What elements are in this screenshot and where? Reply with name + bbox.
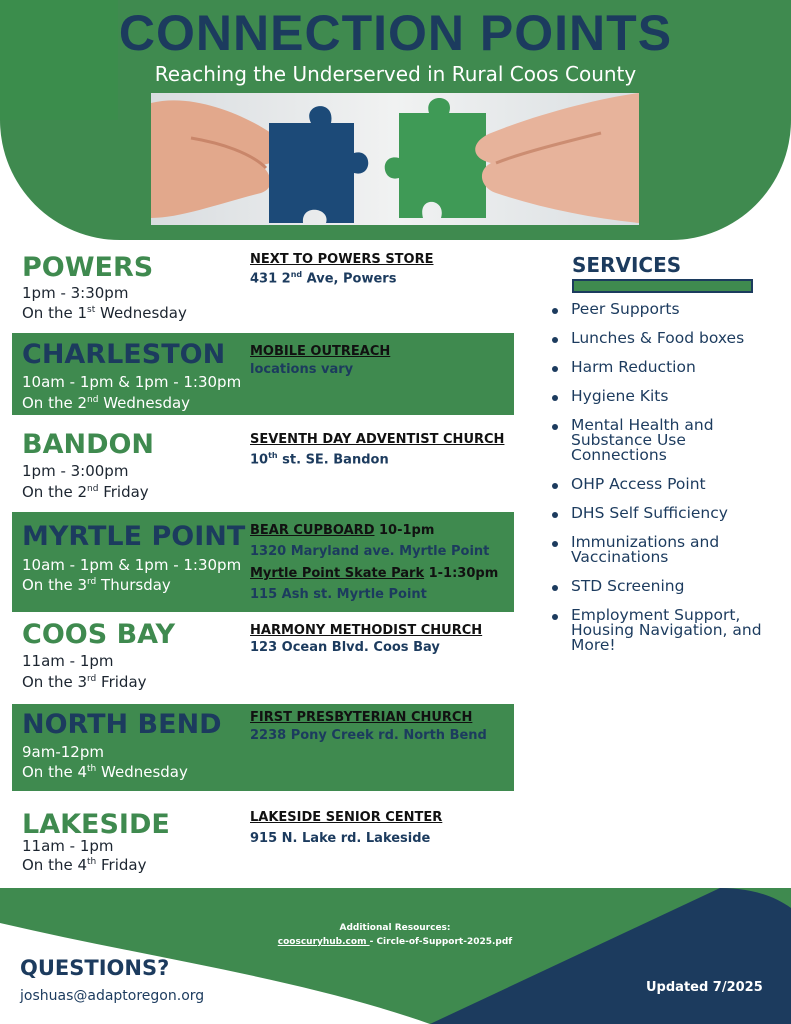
city-name: COOS BAY bbox=[22, 619, 176, 650]
location-row-powers bbox=[12, 246, 514, 328]
venue-address: 915 N. Lake rd. Lakeside bbox=[250, 831, 431, 846]
puzzle-illustration bbox=[151, 93, 639, 225]
time-range: 1pm - 3:30pm bbox=[22, 284, 129, 302]
city-name: MYRTLE POINT bbox=[22, 521, 246, 552]
left-hand-shape bbox=[151, 100, 282, 218]
city-name: CHARLESTON bbox=[22, 339, 226, 370]
list-item: Immunizations and Vaccinations bbox=[552, 535, 782, 565]
blue-puzzle-piece bbox=[269, 106, 368, 223]
venue-name: FIRST PRESBYTERIAN CHURCH bbox=[250, 710, 473, 725]
schedule: On the 2nd Wednesday bbox=[22, 394, 191, 412]
list-item: Harm Reduction bbox=[552, 360, 782, 375]
resources-file: - Circle-of-Support-2025.pdf bbox=[369, 937, 513, 947]
time-range: 10am - 1pm & 1pm - 1:30pm bbox=[22, 373, 242, 391]
city-name: POWERS bbox=[22, 252, 154, 283]
venue-name: SEVENTH DAY ADVENTIST CHURCH bbox=[250, 432, 505, 447]
venue-address: locations vary bbox=[250, 362, 354, 377]
venue-time: 10-1pm bbox=[374, 523, 435, 538]
services-underline-bar bbox=[572, 279, 753, 293]
schedule: On the 2nd Friday bbox=[22, 483, 149, 501]
location-row-lakeside bbox=[12, 805, 514, 885]
city-name: NORTH BEND bbox=[22, 709, 222, 740]
schedule: On the 1st Wednesday bbox=[22, 304, 187, 322]
list-item: Peer Supports bbox=[552, 302, 782, 317]
venue-line-2 bbox=[250, 566, 498, 581]
venue-name: MOBILE OUTREACH bbox=[250, 344, 391, 359]
list-item: DHS Self Sufficiency bbox=[552, 506, 782, 521]
schedule: On the 3rd Friday bbox=[22, 673, 147, 691]
questions-heading: QUESTIONS? bbox=[20, 956, 170, 980]
schedule: On the 4th Friday bbox=[22, 856, 147, 874]
time-range: 10am - 1pm & 1pm - 1:30pm bbox=[22, 556, 242, 574]
page-subtitle: Reaching the Underserved in Rural Coos County bbox=[154, 62, 637, 86]
puzzle-hands-image bbox=[151, 93, 639, 225]
right-hand-shape bbox=[475, 93, 639, 223]
green-puzzle-piece bbox=[385, 98, 486, 218]
resources-line bbox=[250, 937, 540, 947]
resources-label: Additional Resources: bbox=[339, 923, 451, 933]
time-range: 1pm - 3:00pm bbox=[22, 462, 129, 480]
venue-address: 431 2nd Ave, Powers bbox=[250, 270, 397, 287]
list-item: Hygiene Kits bbox=[552, 389, 782, 404]
venue-time-2: 1-1:30pm bbox=[424, 566, 499, 581]
city-name: LAKESIDE bbox=[22, 809, 170, 840]
venue-name: BEAR CUPBOARD bbox=[250, 523, 375, 538]
services-list bbox=[552, 302, 782, 653]
location-row-north-bend bbox=[12, 704, 514, 791]
list-item: Employment Support, Housing Navigation, and More! bbox=[552, 608, 782, 653]
list-item: Mental Health and Substance Use Connections bbox=[552, 418, 782, 463]
venue-address: 2238 Pony Creek rd. North Bend bbox=[250, 728, 487, 743]
venue-address: 123 Ocean Blvd. Coos Bay bbox=[250, 640, 440, 655]
time-range: 11am - 1pm bbox=[22, 837, 114, 855]
location-row-charleston bbox=[12, 333, 514, 415]
time-range: 9am-12pm bbox=[22, 743, 104, 761]
resources-link[interactable]: cooscuryhub.com bbox=[277, 937, 370, 947]
venue-name: NEXT TO POWERS STORE bbox=[250, 252, 434, 267]
list-item: OHP Access Point bbox=[552, 477, 782, 492]
venue-name: LAKESIDE SENIOR CENTER bbox=[250, 810, 443, 825]
location-row-myrtle-point bbox=[12, 512, 514, 612]
list-item: STD Screening bbox=[552, 579, 782, 594]
venue-name: HARMONY METHODIST CHURCH bbox=[250, 623, 483, 638]
schedule: On the 3rd Thursday bbox=[22, 576, 171, 594]
location-row-coos-bay bbox=[12, 615, 514, 700]
time-range: 11am - 1pm bbox=[22, 652, 114, 670]
list-item: Lunches & Food boxes bbox=[552, 331, 782, 346]
contact-email[interactable]: joshuas@adaptoregon.org bbox=[20, 988, 205, 1004]
venue-line-1 bbox=[250, 523, 434, 538]
schedule: On the 4th Wednesday bbox=[22, 763, 188, 781]
city-name: BANDON bbox=[22, 429, 155, 460]
services-title: SERVICES bbox=[572, 253, 682, 277]
venue-address: 10th st. SE. Bandon bbox=[250, 451, 389, 468]
venue-address-2: 115 Ash st. Myrtle Point bbox=[250, 587, 427, 602]
page-title: CONNECTION POINTS bbox=[118, 5, 673, 61]
venue-address: 1320 Maryland ave. Myrtle Point bbox=[250, 544, 490, 559]
updated-date: Updated 7/2025 bbox=[646, 980, 763, 995]
location-row-bandon bbox=[12, 425, 514, 507]
venue-name-2: Myrtle Point Skate Park bbox=[250, 566, 425, 581]
